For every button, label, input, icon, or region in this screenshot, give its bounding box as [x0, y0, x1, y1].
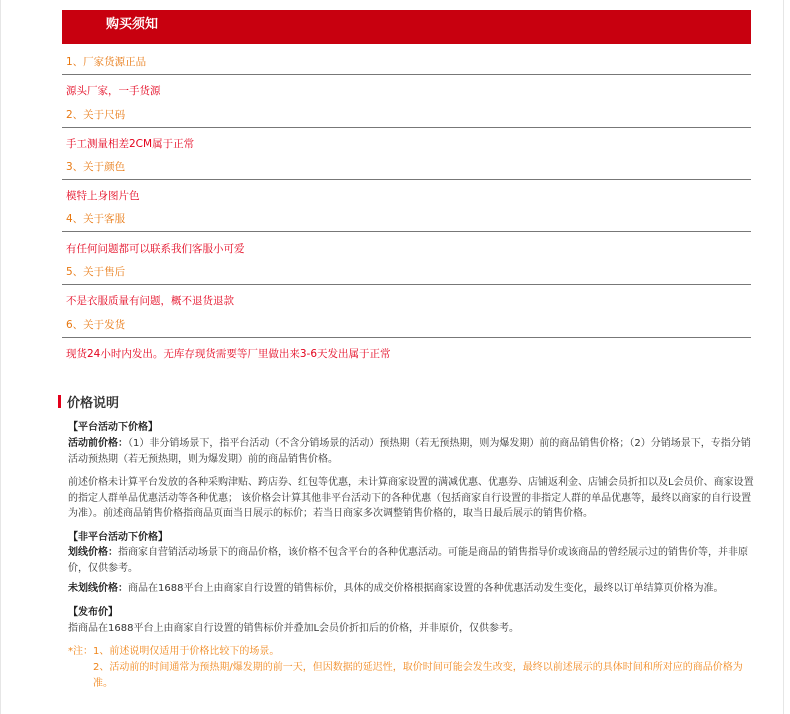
price-explanation-title: 价格说明: [67, 396, 120, 411]
no-strike-price-text: 商品在1688平台上由商家自行设置的销售标价，具体的成交价格根据商家设置的各种优惠活动发生变化，最终以订单结算页价格为准。: [128, 583, 724, 594]
notice-divider: [62, 74, 751, 75]
section-marker: [58, 395, 61, 408]
strike-price-label: 划线价格：: [68, 547, 118, 558]
notice-answer-3: 模特上身图片色: [66, 190, 140, 202]
notice-topic-5: 5、关于售后: [66, 266, 126, 278]
notice-answer-5: 不是衣服质量有问题，概不退货退款: [66, 295, 234, 307]
active-price-label: 活动前价格：: [68, 438, 128, 449]
notice-topic-2: 2、关于尺码: [66, 109, 126, 121]
notice-answer-2: 手工测量相差2CM属于正常: [66, 138, 195, 150]
notice-divider: [62, 231, 751, 232]
page-border-right: [783, 0, 784, 714]
notice-answer-6: 现货24小时内发出。无库存现货需要等厂里做出来3-6天发出属于正常: [66, 348, 391, 360]
purchase-notice-header: 购买须知: [62, 10, 751, 44]
notice-divider: [62, 284, 751, 285]
notice-answer-1: 源头厂家，一手货源: [66, 85, 161, 97]
no-strike-price-paragraph: [68, 581, 758, 597]
nonplatform-price-heading: 【非平台活动下价格】: [68, 532, 168, 543]
platform-price-heading: 【平台活动下价格】: [68, 422, 158, 433]
notice-topic-1: 1、厂家货源正品: [66, 56, 147, 68]
publish-price-heading: 【发布价】: [68, 607, 118, 618]
strike-price-paragraph: [68, 545, 758, 576]
notice-topic-3: 3、关于颜色: [66, 161, 126, 173]
active-price-text: （1）非分销场景下，指平台活动（不含分销场景的活动）预热期（若无预热期，则为爆发期）前的商品销售价格；（2）分销场景下，专指分销活动预热期（若无预热期，则为爆发期）前的商品销售价格。: [68, 438, 751, 465]
active-price-paragraph: [68, 436, 758, 467]
no-strike-price-label: 未划线价格：: [68, 583, 128, 594]
active-price-detail: 前述价格未计算平台发放的各种采购津贴、跨店券、红包等优惠，未计算商家设置的满减优惠、优惠券、店铺返利金、店铺会员折扣以及L会员价、商家设置的指定人群单品优惠活动等各种优惠； 该价格会计算其他非平台活动下的各种优惠（包括商家自行设置的非指定人群的单品优惠等，最终以商家的自行设置为准）。前述商品销售价格指商品页面当日展示的标价；若当日商家多次调整销售价格的，取当日最后展示的销售价格。: [68, 477, 754, 519]
publish-price-text: 指商品在1688平台上由商家自行设置的销售标价并叠加L会员价折扣后的价格，并非原价，仅供参考。: [68, 623, 520, 634]
purchase-notice-section: [62, 10, 751, 360]
notice-answer-4: 有任何问题都可以联系我们客服小可爱: [66, 243, 245, 255]
notice-divider: [62, 337, 751, 338]
notice-topic-6: 6、关于发货: [66, 319, 126, 331]
strike-price-text: 指商家自营销活动场景下的商品价格，该价格不包含平台的各种优惠活动。可能是商品的销售指导价或该商品的曾经展示过的销售价等，并非原价，仅供参考。: [68, 547, 748, 574]
page-border-left: [0, 0, 1, 714]
price-note-1: *注：1、前述说明仅适用于价格比较下的场景。: [68, 646, 280, 657]
notice-topic-4: 4、关于客服: [66, 213, 126, 225]
price-note-2: 2、活动前的时间通常为预热期/爆发期的前一天，但因数据的延迟性，取价时间可能会发生改变，最终以前述展示的具体时间和所对应的商品价格为准。: [93, 662, 743, 689]
notice-divider: [62, 127, 751, 128]
notice-divider: [62, 179, 751, 180]
